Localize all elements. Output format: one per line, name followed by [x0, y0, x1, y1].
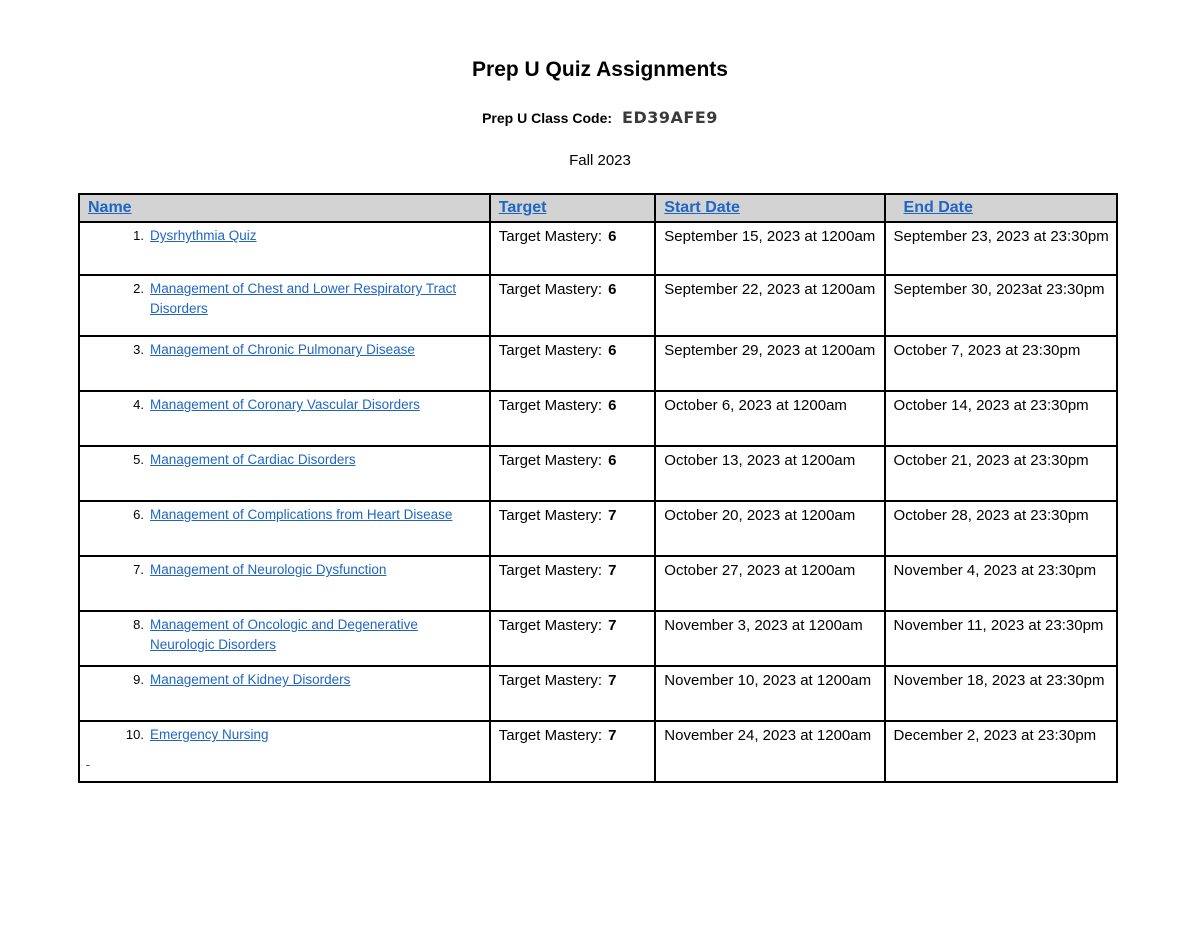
start-date-cell: October 6, 2023 at 1200am	[655, 391, 884, 446]
quiz-name-cell	[79, 501, 490, 556]
quiz-name-cell	[79, 222, 490, 275]
target-mastery-value: 7	[608, 617, 617, 634]
end-date-cell: October 7, 2023 at 23:30pm	[885, 336, 1117, 391]
start-date-cell: September 22, 2023 at 1200am	[655, 275, 884, 336]
quiz-link[interactable]: Emergency Nursing	[150, 727, 269, 742]
document-title: Prep U Quiz Assignments	[472, 58, 728, 81]
quiz-link[interactable]: Management of Complications from Heart Disease	[150, 507, 453, 522]
end-date-cell: September 23, 2023 at 23:30pm	[885, 222, 1117, 275]
target-mastery-value: 6	[608, 228, 617, 245]
quiz-name-wrap	[88, 725, 483, 745]
quiz-number: 6.	[133, 507, 144, 522]
table-row	[79, 611, 1117, 666]
quiz-name-wrap	[88, 395, 483, 415]
quiz-number: 7.	[133, 562, 144, 577]
target-mastery-label: Target Mastery:	[498, 228, 603, 245]
quiz-link[interactable]: Management of Kidney Disorders	[150, 672, 351, 687]
quiz-name-cell	[79, 391, 490, 446]
quiz-name-wrap	[88, 560, 483, 580]
target-mastery-label: Target Mastery:	[498, 452, 603, 469]
end-date-cell: November 4, 2023 at 23:30pm	[885, 556, 1117, 611]
table-row	[79, 666, 1117, 721]
target-cell	[490, 275, 656, 336]
target-mastery-value: 7	[608, 507, 617, 524]
target-cell	[490, 501, 656, 556]
start-date-cell: November 10, 2023 at 1200am	[655, 666, 884, 721]
table-row	[79, 721, 1117, 782]
target-cell	[490, 556, 656, 611]
end-date-cell: November 18, 2023 at 23:30pm	[885, 666, 1117, 721]
end-date-cell: October 14, 2023 at 23:30pm	[885, 391, 1117, 446]
quiz-link[interactable]: Management of Oncologic and Degenerative Neurologic Disorders	[150, 617, 418, 652]
table-row	[79, 275, 1117, 336]
quiz-name-cell	[79, 446, 490, 501]
quiz-number: 8.	[133, 617, 144, 632]
quiz-name-cell	[79, 611, 490, 666]
target-mastery-label: Target Mastery:	[498, 672, 603, 689]
quiz-name-cell	[79, 556, 490, 611]
target-mastery-label: Target Mastery:	[498, 507, 603, 524]
quiz-name-wrap	[88, 615, 483, 655]
quiz-number: 3.	[133, 342, 144, 357]
header-target[interactable]	[490, 194, 656, 222]
term-label: Fall 2023	[569, 152, 631, 169]
quiz-name-wrap	[88, 226, 483, 246]
quiz-name-wrap	[88, 279, 483, 319]
quiz-name-wrap	[88, 340, 483, 360]
end-date-cell: December 2, 2023 at 23:30pm	[885, 721, 1117, 782]
target-mastery-value: 7	[608, 562, 617, 579]
header-end-date-link[interactable]: End Date	[903, 199, 973, 216]
header-name[interactable]	[79, 194, 490, 222]
quiz-link[interactable]: Dysrhythmia Quiz	[150, 228, 257, 243]
quiz-link[interactable]: Management of Neurologic Dysfunction	[150, 562, 387, 577]
header-start-date[interactable]	[655, 194, 884, 222]
quiz-name-wrap	[88, 450, 483, 470]
header-target-link[interactable]: Target	[498, 199, 547, 216]
quiz-name-cell	[79, 336, 490, 391]
end-date-cell: October 28, 2023 at 23:30pm	[885, 501, 1117, 556]
target-cell	[490, 721, 656, 782]
quiz-name-wrap	[88, 670, 483, 690]
header-name-link[interactable]: Name	[88, 199, 132, 216]
target-cell	[490, 336, 656, 391]
target-cell	[490, 391, 656, 446]
target-mastery-value: 6	[608, 452, 617, 469]
target-mastery-value: 7	[608, 727, 617, 744]
target-cell	[490, 222, 656, 275]
quiz-link[interactable]: Management of Chest and Lower Respiratory Tract Disorders	[150, 281, 457, 316]
target-mastery-label: Target Mastery:	[498, 281, 603, 298]
quiz-assignments-table	[78, 193, 1118, 783]
class-code-label: Prep U Class Code:	[482, 110, 613, 126]
start-date-cell: October 20, 2023 at 1200am	[655, 501, 884, 556]
class-code-line	[0, 108, 1200, 127]
table-header-row	[79, 194, 1117, 222]
stray-link-marker[interactable]	[86, 752, 90, 767]
table-row	[79, 501, 1117, 556]
quiz-number: 2.	[133, 281, 144, 296]
target-cell	[490, 666, 656, 721]
start-date-cell: November 24, 2023 at 1200am	[655, 721, 884, 782]
target-mastery-label: Target Mastery:	[498, 397, 603, 414]
start-date-cell: October 13, 2023 at 1200am	[655, 446, 884, 501]
start-date-cell: September 29, 2023 at 1200am	[655, 336, 884, 391]
target-mastery-label: Target Mastery:	[498, 617, 603, 634]
target-cell	[490, 611, 656, 666]
target-mastery-value: 6	[608, 342, 617, 359]
quiz-number: 1.	[133, 228, 144, 243]
quiz-link[interactable]: Management of Coronary Vascular Disorders	[150, 397, 420, 412]
quiz-number: 9.	[133, 672, 144, 687]
table-row	[79, 446, 1117, 501]
quiz-link[interactable]: Management of Cardiac Disorders	[150, 452, 356, 467]
quiz-name-cell	[79, 666, 490, 721]
end-date-cell: November 11, 2023 at 23:30pm	[885, 611, 1117, 666]
quiz-name-wrap	[88, 505, 483, 525]
target-mastery-label: Target Mastery:	[498, 727, 603, 744]
start-date-cell: November 3, 2023 at 1200am	[655, 611, 884, 666]
target-mastery-value: 7	[608, 672, 617, 689]
target-mastery-label: Target Mastery:	[498, 562, 603, 579]
target-mastery-value: 6	[608, 281, 617, 298]
table-row	[79, 222, 1117, 275]
target-cell	[490, 446, 656, 501]
class-code-value: ED39AFE9	[622, 108, 718, 127]
table-row	[79, 556, 1117, 611]
target-mastery-value: 6	[608, 397, 617, 414]
header-start-date-link[interactable]: Start Date	[664, 199, 740, 216]
table-row	[79, 336, 1117, 391]
quiz-link[interactable]: Management of Chronic Pulmonary Disease	[150, 342, 415, 357]
quiz-number: 4.	[133, 397, 144, 412]
header-end-date[interactable]	[885, 194, 1117, 222]
quiz-name-cell	[79, 721, 490, 782]
table-row	[79, 391, 1117, 446]
end-date-cell: September 30, 2023at 23:30pm	[885, 275, 1117, 336]
target-mastery-label: Target Mastery:	[498, 342, 603, 359]
end-date-cell: October 21, 2023 at 23:30pm	[885, 446, 1117, 501]
start-date-cell: October 27, 2023 at 1200am	[655, 556, 884, 611]
quiz-name-cell	[79, 275, 490, 336]
quiz-number: 10.	[125, 727, 144, 742]
quiz-number: 5.	[133, 452, 144, 467]
start-date-cell: September 15, 2023 at 1200am	[655, 222, 884, 275]
